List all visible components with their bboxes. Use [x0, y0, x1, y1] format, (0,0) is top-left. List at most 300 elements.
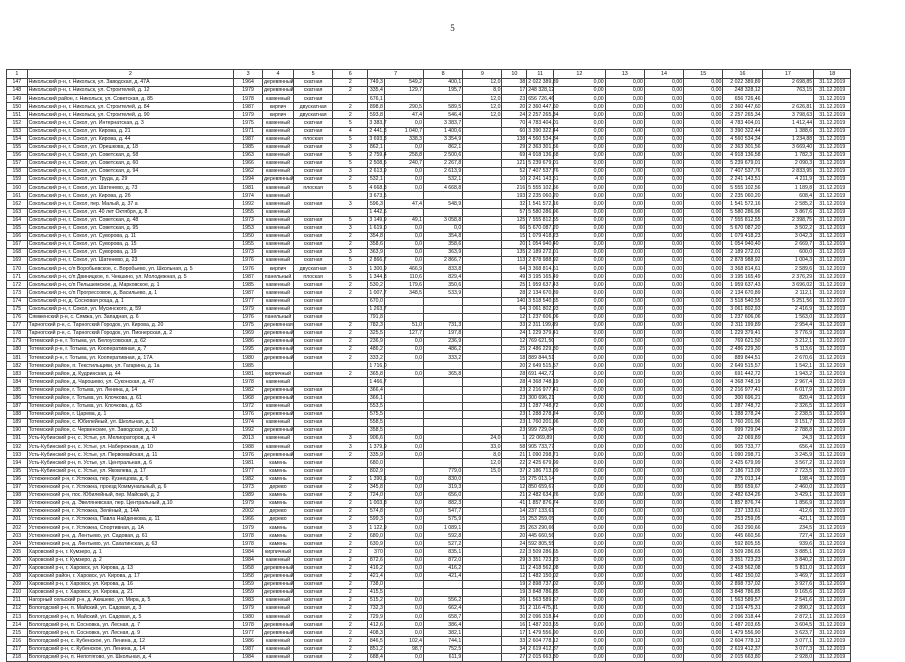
- cell-residents: 33: [502, 321, 527, 329]
- cell-non-residential-area: 0,0: [384, 435, 423, 443]
- cell-total-cost: 2 482 634,26: [528, 492, 559, 499]
- cell-roof-type: скатная: [294, 248, 333, 256]
- cell-non-residential-area: 0,0: [384, 499, 423, 507]
- cell-roof-type: [294, 362, 333, 370]
- cell-col-13: 0,00: [554, 200, 606, 208]
- cell-col-14: 0,00: [605, 580, 644, 588]
- cell-year-built: 1975: [234, 321, 263, 329]
- cell-address: Вологодский р-н, с. Кубенское, ул. Ленина, д. 12: [27, 637, 233, 645]
- cell-wall-material: каменный: [263, 143, 294, 151]
- cell-col-16: 0,00: [684, 338, 723, 346]
- cell-residents: 25: [502, 281, 527, 289]
- cell-address: Тотемский р-н, г. Тотьма, ул. Кооперативная, д. 7: [27, 346, 233, 354]
- cell-col-16: 0,00: [684, 127, 723, 135]
- cell-address: Сокольский р-н, г. Сокол, ул. Шатенево, д. 73: [27, 184, 233, 192]
- cell-floors: 5: [333, 119, 368, 127]
- cell-col-14: 0,00: [605, 451, 644, 459]
- cell-row-number: 166: [7, 232, 28, 240]
- cell-total-cost: 1 563 589,57: [528, 597, 559, 604]
- cell-col-10: [463, 119, 502, 127]
- cell-row-number: 165: [7, 224, 28, 232]
- column-number: 12: [554, 70, 606, 79]
- cell-total-cost: 592 805,55: [528, 540, 555, 547]
- cell-row-number: 147: [7, 79, 28, 87]
- cell-cost-per-sqm: 9 165,6: [762, 588, 814, 596]
- cell-col-13: 0,00: [554, 257, 606, 265]
- cell-total-area: 412,6: [368, 621, 385, 629]
- cell-cost-regional: 5 555 102,56: [723, 184, 762, 192]
- cell-total-area: 3 383,7: [369, 119, 387, 126]
- cell-total-area: 236,9: [368, 338, 385, 346]
- cell-cost-per-sqm: 2 589,6: [762, 265, 814, 273]
- cell-deadline: 31.12.2019: [814, 637, 851, 645]
- cell-wall-material: каменный: [263, 192, 294, 200]
- cell-floors: 2: [333, 645, 368, 653]
- cell-year-built: 1979: [234, 87, 263, 95]
- cell-non-residential-area: 0,0: [384, 572, 423, 580]
- cell-total-cost: 2 360 447,60: [528, 103, 559, 110]
- cell-floors: 2: [333, 321, 368, 329]
- cell-col-15: 0,00: [644, 346, 683, 354]
- cell-cost-per-sqm: 3 669,40: [762, 143, 814, 151]
- cell-roof-type: [294, 192, 333, 200]
- cell-year-built: 1983: [234, 597, 263, 605]
- cell-floors: 3: [333, 265, 368, 273]
- cell-floors: 3: [333, 248, 368, 256]
- cell-deadline: 31.12.2019: [814, 224, 851, 232]
- cell-cost-regional: 769 621,50: [723, 338, 762, 346]
- cell-col-10: [463, 410, 502, 418]
- cell-col-10: [463, 386, 502, 394]
- cell-col-14: 0,00: [605, 200, 644, 208]
- cell-cost-regional: 1 237 606,06: [723, 313, 762, 321]
- cell-total-area: 370: [368, 548, 385, 556]
- cell-wall-material: каменный: [263, 305, 294, 313]
- cell-residential-area: 575,9: [424, 516, 463, 524]
- table-row: [7, 87, 897, 95]
- cell-deadline: 31.12.2019: [814, 394, 851, 402]
- cell-col-14: 0,00: [605, 151, 644, 159]
- column-number: 15: [684, 70, 723, 79]
- cell-residential-area: 195,7: [424, 87, 463, 95]
- cell-total-area: 1 007,7: [369, 289, 387, 296]
- cell-floors: 2: [333, 556, 368, 564]
- cell-col-16: 0,00: [684, 192, 723, 200]
- cell-roof-type: скатная: [294, 629, 333, 637]
- cell-col-16: 0,00: [684, 548, 723, 556]
- table-row: [7, 370, 897, 378]
- cell-address: Вологодский р-н, с. Кубенское, ул. Ленина, д. 14: [27, 645, 233, 653]
- cell-col-10: [463, 313, 502, 321]
- cell-cost-regional: 3 351 723,23: [723, 556, 762, 564]
- cell-wall-material: каменный: [263, 597, 294, 605]
- cell-deadline: 31.12.2019: [814, 597, 851, 605]
- table-row: [7, 313, 897, 321]
- cell-residents: 15: [502, 475, 527, 483]
- cell-col-16: 0,00: [684, 516, 723, 524]
- cell-year-built: 1986: [234, 637, 263, 645]
- cell-col-15: 0,00: [644, 159, 683, 167]
- cell-residents: 66: [502, 224, 527, 232]
- cell-total-cost: 237 133,61: [528, 508, 555, 515]
- cell-floors: 2: [333, 103, 368, 111]
- cell-non-residential-area: 47,4: [384, 111, 423, 119]
- cell-cost-per-sqm: 2 376,29: [762, 273, 814, 281]
- cell-roof-type: скатная: [294, 176, 333, 184]
- cell-total-area: 1 716,0: [369, 362, 387, 369]
- cell-total-cost: 2 186 713,09: [528, 467, 559, 474]
- cell-wall-material: деревянный: [264, 176, 294, 183]
- cell-cost-regional: 3 509 286,65: [723, 548, 762, 556]
- cell-col-15: 0,00: [644, 564, 683, 572]
- cell-floors: 5: [333, 159, 368, 167]
- cell-deadline: 31.12.2019: [814, 564, 851, 572]
- cell-total-cost: 2 425 679,99: [528, 459, 559, 466]
- cell-col-14: 0,00: [605, 499, 644, 507]
- cell-year-built: 1976: [234, 451, 263, 459]
- cell-non-residential-area: [384, 95, 423, 103]
- cell-deadline: 31.12.2019: [814, 588, 851, 596]
- cell-cost-per-sqm: 3 042,3: [762, 232, 814, 240]
- cell-row-number: 209: [7, 580, 28, 588]
- cell-roof-type: скатная: [294, 305, 333, 313]
- cell-cost-per-sqm: 2 585,2: [762, 200, 814, 208]
- cell-wall-material: каменный: [263, 645, 294, 653]
- cell-deadline: 31.12.2019: [814, 645, 851, 653]
- cell-total-area: 363,9: [368, 248, 385, 256]
- cell-residents: 23: [502, 427, 527, 435]
- cell-row-number: 153: [7, 127, 28, 135]
- cell-non-residential-area: 348,5: [384, 289, 423, 297]
- cell-residents: 19: [502, 588, 527, 596]
- cell-address: Тотемский район, г. Тотьма, ул. Ленина, д. 14: [27, 386, 233, 394]
- cell-roof-type: скатная: [294, 240, 333, 248]
- cell-roof-type: скатная: [294, 232, 333, 240]
- table-row: [7, 491, 897, 499]
- cell-year-built: 1973: [234, 483, 263, 491]
- cell-total-cost: 7 555 812,55: [528, 216, 559, 223]
- cell-col-16: 0,00: [684, 289, 723, 297]
- cell-col-16: 0,00: [684, 556, 723, 564]
- cell-residential-area: 416,2: [424, 564, 463, 572]
- cell-total-cost: 275 013,14: [528, 475, 555, 482]
- cell-wall-material: деревянный: [264, 581, 294, 588]
- table-row: [7, 443, 897, 451]
- cell-col-14: 0,00: [605, 103, 644, 111]
- cell-total-cost: 1 054 940,40: [528, 241, 559, 248]
- cell-cost-per-sqm: 2 872,1: [762, 613, 814, 621]
- cell-col-15: 0,00: [644, 168, 683, 176]
- cell-total-area: 1 122,9: [369, 524, 387, 531]
- cell-col-10: [463, 338, 502, 346]
- table-row: [7, 507, 897, 515]
- cell-deadline: 31.12.2019: [814, 265, 851, 273]
- cell-total-cost: 1 541 572,16: [528, 200, 559, 207]
- cell-col-16: 0,00: [684, 257, 723, 265]
- cell-col-10: 8,0: [463, 87, 502, 95]
- cell-floors: [333, 208, 368, 216]
- cell-col-13: 0,00: [554, 475, 606, 483]
- cell-cost-per-sqm: 763,15: [762, 87, 814, 95]
- table-row: [7, 499, 897, 507]
- cell-year-built: 1981: [234, 459, 263, 467]
- cell-cost-per-sqm: 421,1: [762, 516, 814, 524]
- cell-col-13: 0,00: [554, 394, 606, 402]
- cell-total-cost: 5 670 087,20: [528, 225, 559, 232]
- cell-roof-type: скатная: [294, 354, 333, 362]
- cell-non-residential-area: [384, 580, 423, 588]
- cell-address: Сокольский р-н, г. Сокол, ул. Кирова, д. 21: [27, 127, 233, 135]
- cell-col-13: 0,00: [554, 346, 606, 354]
- cell-total-cost: 4 560 534,34: [528, 136, 559, 142]
- table-row: [7, 257, 897, 265]
- cell-residents: 28: [502, 289, 527, 297]
- cell-cost-per-sqm: 198,4: [762, 475, 814, 483]
- table-row: [7, 597, 897, 605]
- cell-col-13: 0,00: [554, 103, 606, 111]
- table-row: [7, 556, 897, 564]
- cell-roof-type: скатная: [294, 499, 333, 507]
- cell-col-10: [463, 475, 502, 483]
- cell-year-built: 1972: [234, 402, 263, 410]
- cell-residents: 37: [502, 467, 527, 475]
- cell-row-number: 170: [7, 265, 28, 273]
- cell-total-cost: 1 287 748,72: [528, 403, 559, 410]
- cell-floors: 2: [333, 329, 368, 337]
- cell-non-residential-area: 47,4: [384, 200, 423, 208]
- cell-cost-regional: 2 482 634,26: [723, 491, 762, 499]
- cell-year-built: 1977: [234, 297, 263, 305]
- cell-deadline: 31.12.2019: [814, 605, 851, 613]
- cell-residents: 18: [502, 354, 527, 362]
- cell-total-area: 354,8: [368, 232, 385, 240]
- cell-total-cost: 2 235 060,20: [528, 192, 559, 199]
- cell-total-cost: 2 134 670,89: [528, 289, 559, 296]
- cell-residential-area: 744,1: [424, 637, 463, 645]
- cell-col-15: 0,00: [644, 540, 683, 548]
- cell-year-built: 1963: [234, 151, 263, 159]
- cell-non-residential-area: 0,0: [384, 524, 423, 532]
- cell-non-residential-area: 0,0: [384, 184, 423, 192]
- cell-wall-material: каменный: [263, 289, 294, 297]
- cell-col-15: 0,00: [644, 588, 683, 596]
- cell-non-residential-area: 0,0: [384, 143, 423, 151]
- cell-cost-per-sqm: 1 856,9: [762, 499, 814, 507]
- cell-floors: 3: [333, 435, 368, 443]
- cell-address: Нагорный сельский р-н, д. Акишево, ул. Мира, д. 5: [27, 597, 233, 605]
- cell-row-number: 186: [7, 394, 28, 402]
- cell-address: Сокольский р-н, г. Сокол, ул. Кирова, д. 44: [27, 135, 233, 143]
- cell-cost-per-sqm: 2 326,5: [762, 402, 814, 410]
- cell-col-16: 0,00: [684, 402, 723, 410]
- cell-roof-type: скатная: [294, 621, 333, 629]
- cell-year-built: 1976: [234, 410, 263, 418]
- cell-total-cost: 905 733,77: [528, 443, 555, 450]
- cell-row-number: 183: [7, 370, 28, 378]
- cell-residents: 64: [502, 265, 527, 273]
- cell-address: Харовский р-н, г. Кумзеро, д. 1: [27, 548, 233, 556]
- cell-cost-per-sqm: 1 388,6: [762, 127, 814, 135]
- cell-col-16: 0,00: [684, 653, 723, 661]
- cell-deadline: 31.12.2019: [814, 135, 851, 143]
- cell-residential-area: 611,9: [424, 653, 463, 661]
- cell-col-14: 0,00: [605, 410, 644, 418]
- cell-deadline: 31.12.2019: [814, 95, 851, 103]
- cell-deadline: 31.12.2019: [814, 548, 851, 556]
- cell-year-built: 1979: [234, 111, 263, 119]
- cell-floors: 2: [333, 564, 368, 572]
- table-row: [7, 637, 897, 645]
- cell-residents: 23: [502, 418, 527, 426]
- cell-floors: 2: [333, 621, 368, 629]
- cell-cost-per-sqm: 24,3: [762, 435, 814, 443]
- cell-col-10: [463, 548, 502, 556]
- cell-roof-type: скатная: [294, 605, 333, 613]
- cell-year-built: 1980: [234, 613, 263, 621]
- cell-wall-material: деревянный: [264, 354, 294, 361]
- cell-col-13: 0,00: [554, 516, 606, 524]
- cell-residents: 15: [502, 232, 527, 240]
- cell-non-residential-area: 49,1: [384, 216, 423, 224]
- cell-year-built: 1971: [234, 127, 263, 135]
- cell-roof-type: двускатная: [294, 103, 333, 111]
- cell-address: Тотемский район, г. Тотьма, ул. Клочкова, д. 61: [27, 394, 233, 402]
- cell-non-residential-area: 0,0: [384, 564, 423, 572]
- cell-deadline: 31.12.2019: [814, 273, 851, 281]
- cell-row-number: 208: [7, 572, 28, 580]
- cell-residents: 135: [502, 248, 527, 256]
- cell-cost-regional: 1 482 150,02: [723, 572, 762, 580]
- cell-col-16: 0,00: [684, 354, 723, 362]
- cell-residential-area: [424, 580, 463, 588]
- table-row: [7, 240, 897, 248]
- cell-cost-per-sqm: 2 416,9: [762, 305, 814, 313]
- cell-non-residential-area: 0,0: [384, 605, 423, 613]
- cell-col-13: 0,00: [554, 613, 606, 621]
- cell-cost-per-sqm: 2 541,6: [762, 597, 814, 605]
- cell-residential-area: [424, 410, 463, 418]
- cell-col-13: 0,00: [554, 232, 606, 240]
- cell-total-area: 2 866,7: [369, 257, 387, 264]
- cell-deadline: 31.12.2019: [814, 159, 851, 167]
- cell-year-built: 1958: [234, 572, 263, 580]
- cell-total-cost: 3 061 802,93: [528, 305, 559, 312]
- cell-col-13: 0,00: [554, 338, 606, 346]
- cell-col-13: 0,00: [554, 588, 606, 596]
- cell-year-built: 1978: [234, 378, 263, 386]
- cell-col-10: [463, 629, 502, 637]
- cell-address: Сокольский р-н, г. Сокол, ул. Суворова, д. 11: [27, 232, 233, 240]
- cell-floors: 3: [333, 168, 368, 176]
- cell-col-15: 0,00: [644, 378, 683, 386]
- cell-deadline: 31.12.2019: [814, 621, 851, 629]
- cell-col-15: 0,00: [644, 329, 683, 337]
- cell-cost-regional: 1 857 876,74: [723, 499, 762, 507]
- cell-col-14: 0,00: [605, 127, 644, 135]
- column-number: 4: [263, 70, 294, 79]
- cell-roof-type: двускатная: [294, 111, 333, 119]
- cell-non-residential-area: [384, 305, 423, 313]
- cell-col-16: 0,00: [684, 79, 723, 87]
- cell-total-area: 335,4: [368, 87, 385, 95]
- cell-col-13: 0,00: [554, 127, 606, 135]
- cell-col-10: [463, 240, 502, 248]
- cell-roof-type: скатная: [294, 289, 333, 297]
- cell-wall-material: кирпичный: [263, 370, 294, 378]
- cell-col-16: 0,00: [684, 532, 723, 540]
- cell-year-built: 1985: [234, 362, 263, 370]
- cell-residents: 1: [502, 435, 527, 443]
- cell-residential-area: 532,1: [424, 176, 463, 184]
- cell-total-cost: 2 363 301,56: [528, 144, 559, 151]
- cell-col-16: 0,00: [684, 176, 723, 184]
- cell-col-13: 0,00: [554, 467, 606, 475]
- cell-residential-area: 2 267,8: [424, 159, 463, 167]
- cell-total-area: 325,5: [368, 329, 385, 337]
- cell-residents: 15: [502, 516, 527, 524]
- cell-col-16: 0,00: [684, 208, 723, 216]
- cell-residents: 12: [502, 483, 527, 491]
- table-row: [7, 176, 897, 184]
- cell-total-cost: 1 482 150,02: [528, 573, 559, 580]
- cell-total-cost: 1 090 298,71: [528, 451, 559, 458]
- cell-roof-type: скатная: [294, 402, 333, 410]
- cell-roof-type: скатная: [294, 645, 333, 653]
- cell-non-residential-area: 0,0: [384, 119, 423, 127]
- cell-total-area: 851,2: [368, 645, 385, 653]
- cell-non-residential-area: 0,0: [384, 248, 423, 256]
- cell-col-10: [463, 159, 502, 167]
- cell-residents: 23: [502, 394, 527, 402]
- cell-total-area: 593,8: [368, 111, 385, 119]
- houses-register-table: [6, 69, 897, 662]
- cell-residential-area: 882,3: [424, 499, 463, 507]
- cell-total-cost: 4 368 748,19: [528, 378, 559, 385]
- cell-floors: [333, 427, 368, 435]
- cell-row-number: 193: [7, 451, 28, 459]
- cell-non-residential-area: [384, 418, 423, 426]
- cell-cost-per-sqm: [762, 95, 814, 103]
- cell-col-13: 0,00: [554, 605, 606, 613]
- cell-deadline: 31.12.2019: [814, 200, 851, 208]
- cell-residents: 140: [502, 297, 527, 305]
- cell-address: Сокольский р-н, с/п Пельшемское, д. Марковское, д. 1: [27, 281, 233, 289]
- cell-cost-regional: 3 368 814,61: [723, 265, 762, 273]
- cell-residential-area: [424, 427, 463, 435]
- cell-address: Устюженский р-н, г. Устюжна, Павла Найденкова, д. 11: [27, 516, 233, 524]
- table-row: [7, 580, 897, 588]
- cell-total-area: 1 300,9: [369, 265, 387, 272]
- cell-col-13: 0,00: [554, 135, 606, 143]
- cell-roof-type: скатная: [294, 321, 333, 329]
- cell-cost-regional: 850 659,67: [723, 483, 762, 491]
- cell-cost-per-sqm: 3 623,7: [762, 629, 814, 637]
- cell-year-built: 1953: [234, 224, 263, 232]
- cell-residents: 216: [502, 184, 527, 192]
- cell-floors: [333, 410, 368, 418]
- cell-address: Сокольский р-н, г. Сокол, ул. Советская, д. 60: [27, 159, 233, 167]
- cell-col-14: 0,00: [605, 216, 644, 224]
- cell-deadline: 31.12.2019: [814, 386, 851, 394]
- cell-year-built: 1987: [234, 645, 263, 653]
- cell-col-10: [463, 370, 502, 378]
- cell-col-16: 0,00: [684, 151, 723, 159]
- cell-residential-area: 354,8: [424, 232, 463, 240]
- cell-year-built: 1995: [234, 346, 263, 354]
- cell-col-16: 0,00: [684, 507, 723, 515]
- cell-col-13: 0,00: [554, 168, 606, 176]
- cell-residential-area: 3 383,7: [424, 119, 463, 127]
